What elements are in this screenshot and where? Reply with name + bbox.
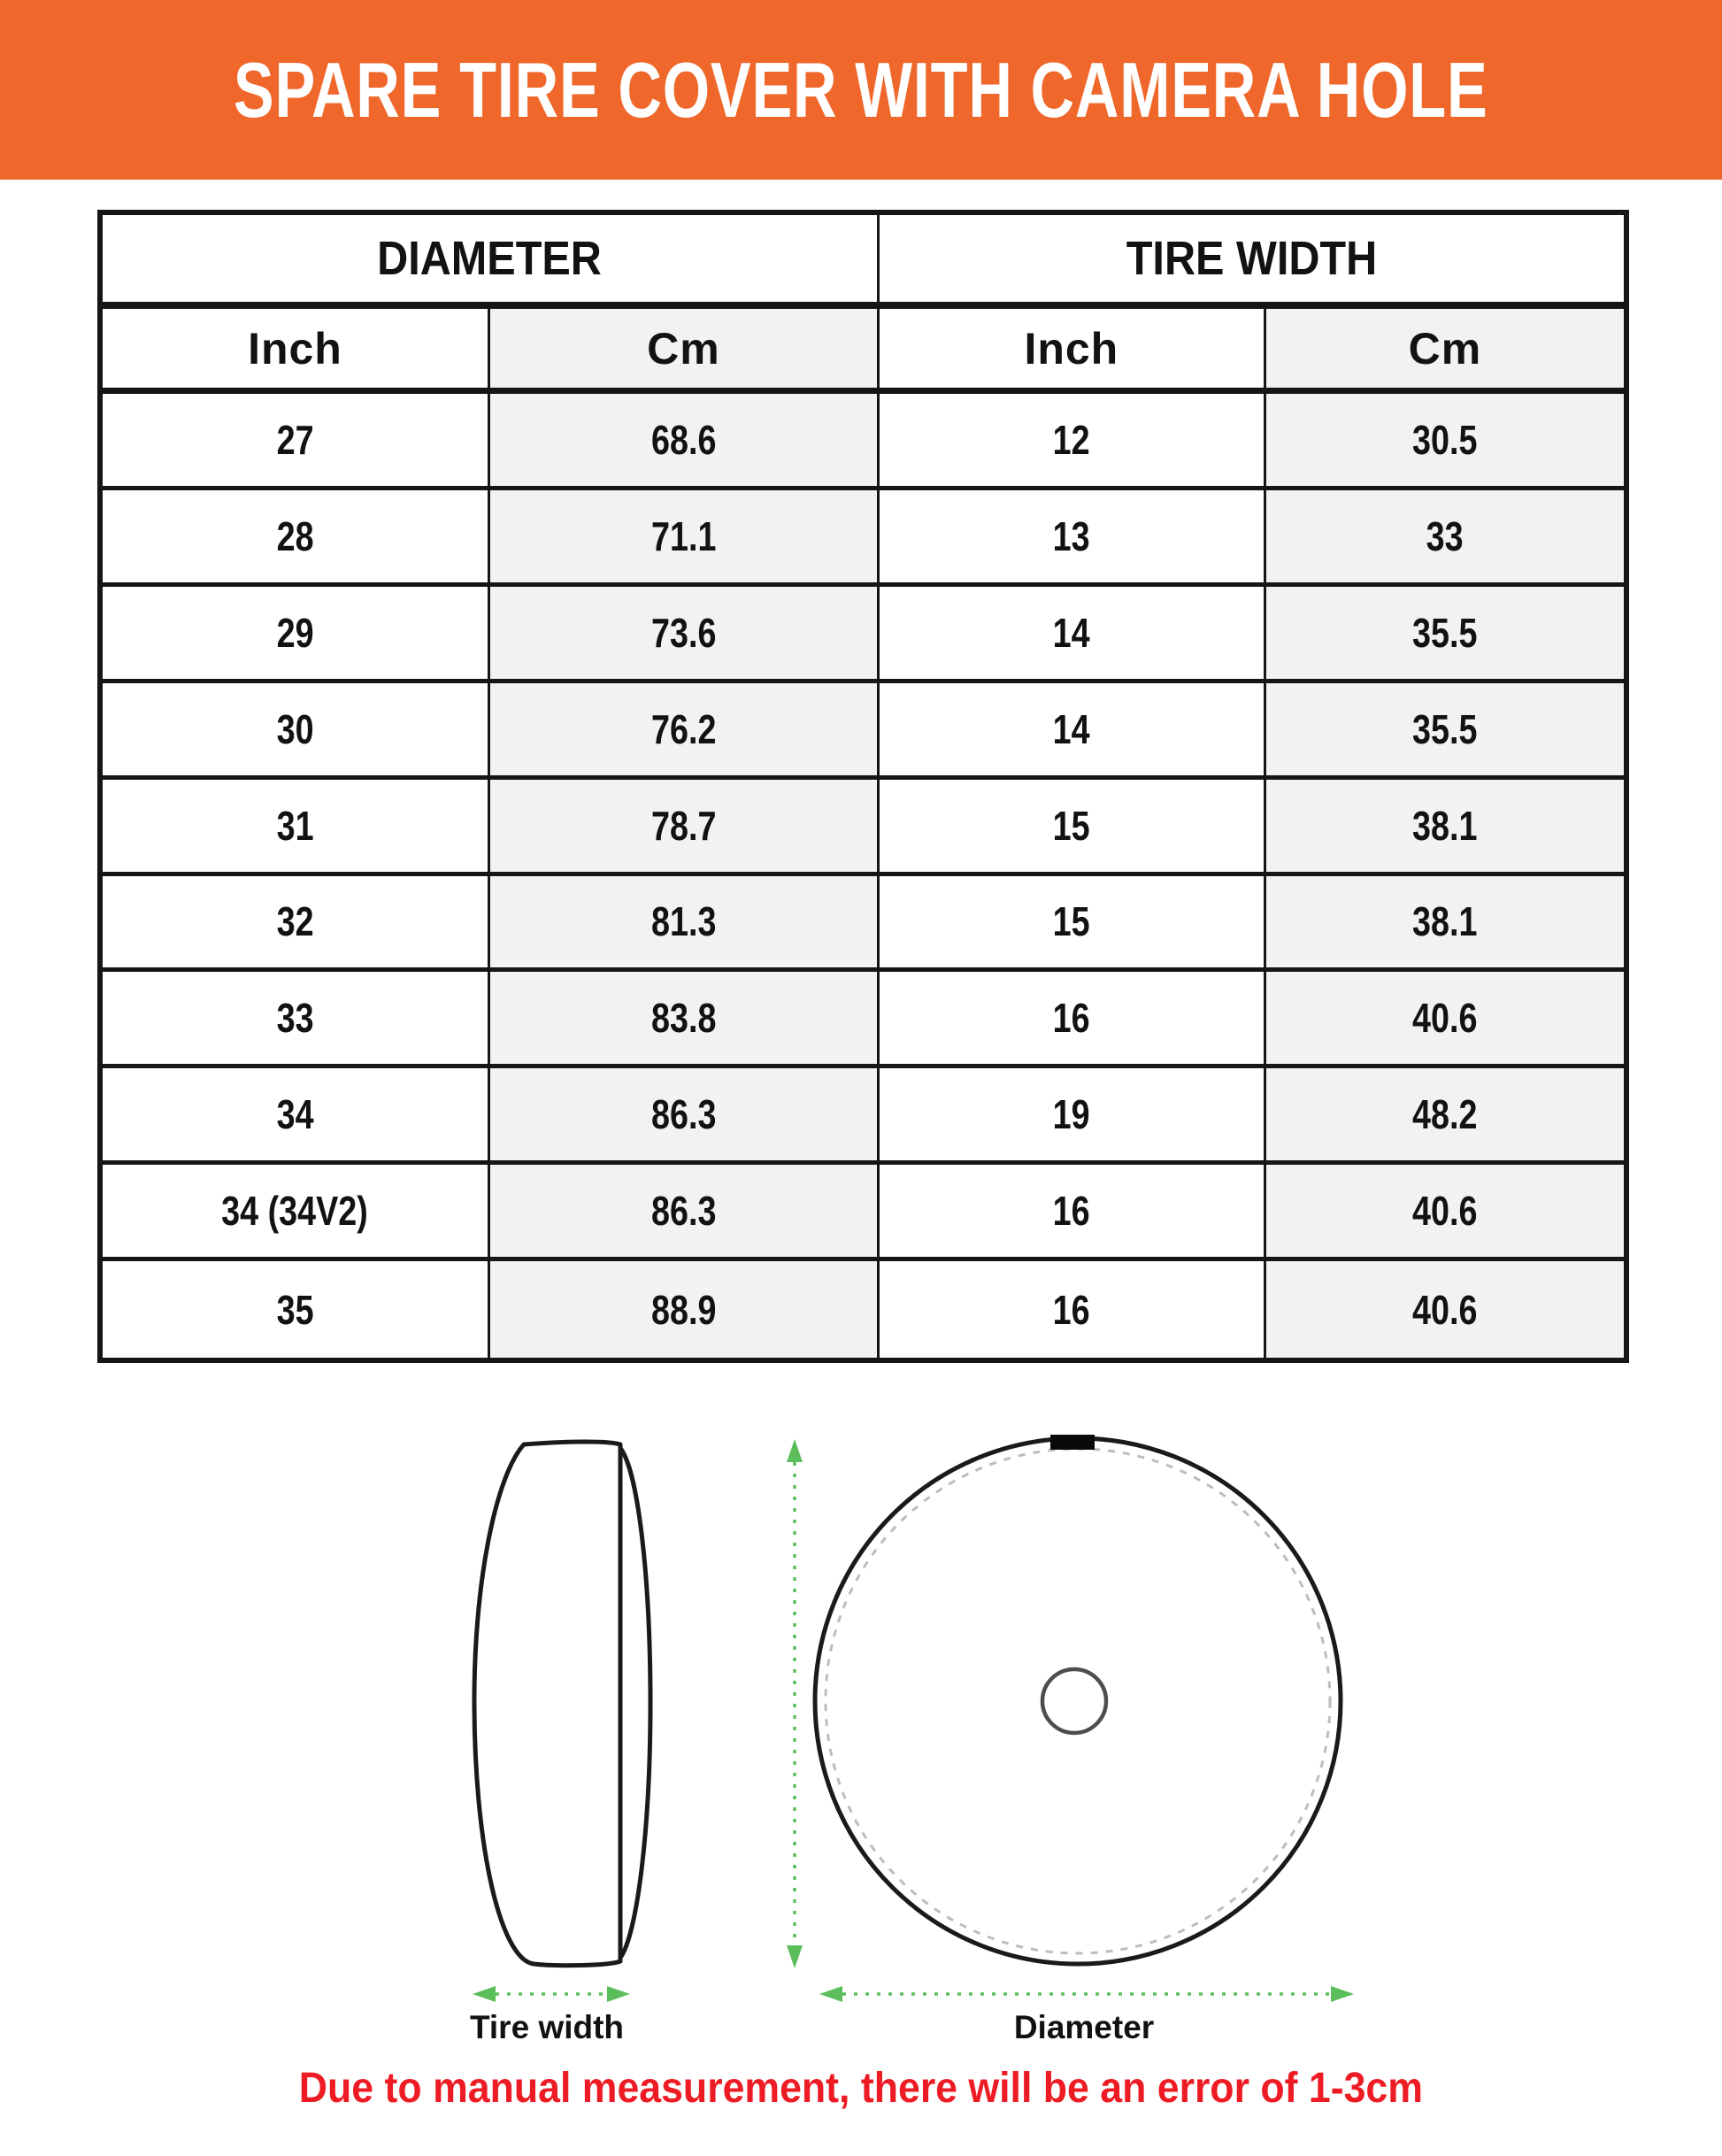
header-banner	[0, 0, 1722, 180]
table-cell	[103, 587, 490, 683]
cell-value: 30	[276, 705, 314, 752]
diameter-label: Diameter	[1013, 2009, 1155, 2045]
table-cell	[490, 490, 880, 587]
table-cell	[1266, 1261, 1624, 1358]
cell-value: 33	[276, 995, 314, 1042]
arrow-head-up-icon	[787, 1439, 803, 1462]
cell-value: 81.3	[650, 898, 717, 945]
cell-value: 33	[1426, 512, 1464, 559]
column-header-label: Inch	[248, 323, 342, 373]
table-cell	[490, 683, 880, 780]
table-cell	[1266, 780, 1624, 876]
column-header-label: Cm	[1408, 323, 1482, 373]
cell-value: 35	[276, 1286, 314, 1333]
cell-value: 19	[1052, 1091, 1090, 1138]
tire-side-view	[474, 1442, 620, 1966]
cell-value: 68.6	[650, 416, 717, 463]
table-cell	[880, 394, 1266, 490]
cell-value: 48.2	[1412, 1091, 1478, 1138]
cell-value: 13	[1052, 512, 1090, 559]
tire-side-rim-curve	[620, 1448, 650, 1958]
table-column-header	[1266, 309, 1624, 394]
group-header-label: DIAMETER	[377, 232, 603, 285]
cell-value: 29	[276, 609, 314, 656]
cell-value: 40.6	[1412, 1188, 1478, 1235]
table-cell	[103, 490, 490, 587]
table-cell	[880, 490, 1266, 587]
table-cell	[1266, 490, 1624, 587]
cell-value: 14	[1052, 705, 1090, 752]
cell-value: 38.1	[1412, 898, 1478, 945]
table-cell	[1266, 394, 1624, 490]
table-cell	[1266, 1165, 1624, 1261]
tire-diagram	[0, 1416, 1722, 2062]
arrow-head-right-icon	[1331, 1986, 1354, 2002]
cell-value: 32	[276, 898, 314, 945]
cell-value: 16	[1052, 1188, 1090, 1235]
table-column-header	[490, 309, 880, 394]
table-cell	[880, 683, 1266, 780]
cell-value: 14	[1052, 609, 1090, 656]
table-cell	[1266, 972, 1624, 1068]
table-cell	[1266, 683, 1624, 780]
table-cell	[103, 972, 490, 1068]
size-chart-table	[97, 210, 1629, 1363]
table-cell	[490, 876, 880, 973]
table-cell	[103, 1261, 490, 1358]
cell-value: 35.5	[1412, 609, 1478, 656]
cell-value: 16	[1052, 995, 1090, 1042]
measurement-note	[0, 2064, 1722, 2113]
cell-value: 28	[276, 512, 314, 559]
page-title: SPARE TIRE COVER WITH CAMERA HOLE	[234, 45, 1488, 134]
table-cell	[103, 683, 490, 780]
cell-value: 34 (34V2)	[221, 1188, 369, 1235]
table-cell	[1266, 1068, 1624, 1165]
table-cell	[490, 780, 880, 876]
table-cell	[103, 1165, 490, 1261]
table-cell	[103, 1068, 490, 1165]
measurement-note-text: Due to manual measurement, there will be an error of 1-3cm	[298, 2065, 1424, 2112]
cell-value: 86.3	[650, 1188, 717, 1235]
table-cell	[490, 1068, 880, 1165]
cell-value: 76.2	[650, 705, 717, 752]
table-cell	[880, 780, 1266, 876]
table-cell	[103, 394, 490, 490]
cell-value: 27	[276, 416, 314, 463]
arrow-head-left-icon	[819, 1986, 842, 2002]
tire-width-label: Tire width	[469, 2009, 625, 2045]
table-group-header-tire-width	[880, 215, 1624, 309]
cell-value: 15	[1052, 802, 1090, 849]
arrow-head-right-icon	[607, 1986, 630, 2002]
table-cell	[490, 1165, 880, 1261]
table-cell	[490, 394, 880, 490]
cell-value: 78.7	[650, 802, 717, 849]
cell-value: 35.5	[1412, 705, 1478, 752]
table-cell	[103, 876, 490, 973]
cell-value: 15	[1052, 898, 1090, 945]
arrow-head-down-icon	[787, 1945, 803, 1968]
table-column-header	[880, 309, 1266, 394]
cell-value: 83.8	[650, 995, 717, 1042]
cell-value: 71.1	[650, 512, 717, 559]
cell-value: 88.9	[650, 1286, 717, 1333]
table-cell	[490, 972, 880, 1068]
table-cell	[880, 972, 1266, 1068]
cell-value: 40.6	[1412, 1286, 1478, 1333]
table-cell	[880, 1068, 1266, 1165]
table-cell	[490, 1261, 880, 1358]
table-cell	[880, 1261, 1266, 1358]
cell-value: 34	[276, 1091, 314, 1138]
cell-value: 40.6	[1412, 995, 1478, 1042]
cell-value: 86.3	[650, 1091, 717, 1138]
column-header-label: Cm	[647, 323, 720, 373]
cell-value: 73.6	[650, 609, 717, 656]
cell-value: 16	[1052, 1286, 1090, 1333]
table-group-header-diameter	[103, 215, 880, 309]
column-header-label: Inch	[1024, 323, 1119, 373]
table-cell	[1266, 587, 1624, 683]
cell-value: 38.1	[1412, 802, 1478, 849]
table-cell	[1266, 876, 1624, 973]
table-cell	[103, 780, 490, 876]
table-cell	[880, 587, 1266, 683]
camera-hole	[1042, 1669, 1106, 1733]
arrow-head-left-icon	[473, 1986, 496, 2002]
cell-value: 30.5	[1412, 416, 1478, 463]
table-cell	[880, 1165, 1266, 1261]
table-cell	[490, 587, 880, 683]
cell-value: 31	[276, 802, 314, 849]
hang-tag	[1050, 1435, 1095, 1450]
table-cell	[880, 876, 1266, 973]
group-header-label: TIRE WIDTH	[1126, 232, 1378, 285]
table-column-header	[103, 309, 490, 394]
cell-value: 12	[1052, 416, 1090, 463]
